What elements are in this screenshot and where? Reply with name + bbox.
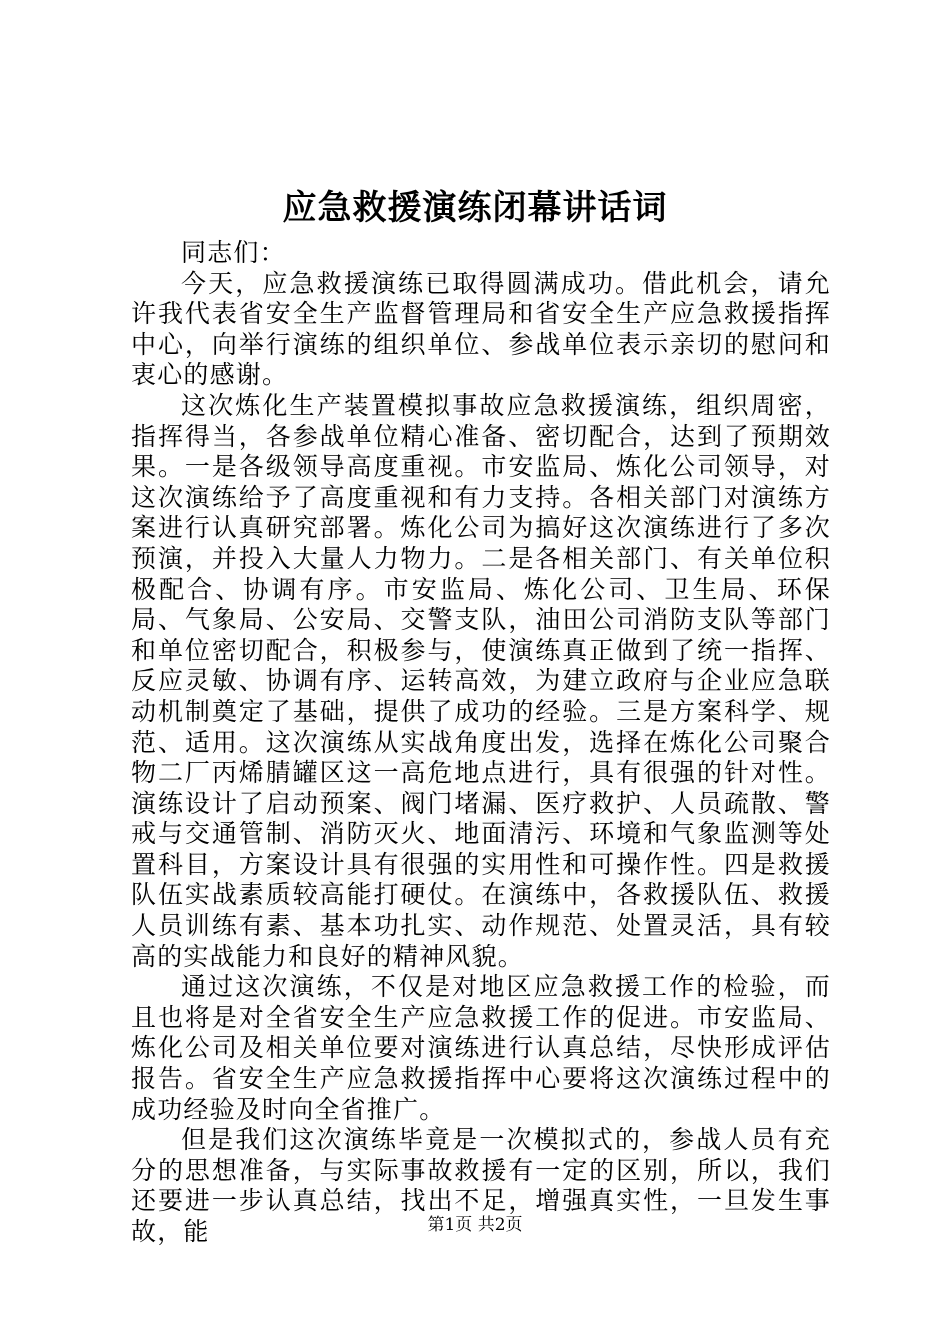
paragraph-4: 但是我们这次演练毕竟是一次模拟式的，参战人员有充分的思想准备，与实际事故救援有一定的区别，所以，我们还要进一步认真总结，找出不足，增强真实性，一旦发生事故，能 bbox=[131, 1125, 831, 1246]
paragraph-3: 通过这次演练，不仅是对地区应急救援工作的检验，而且也将是对全省安全生产应急救援工作的促进。市安监局、炼化公司及相关单位要对演练进行认真总结，尽快形成评估报告。省安全生产应急救援指挥中心要将这次演练过程中的成功经验及时向全省推广。 bbox=[131, 972, 831, 1124]
paragraph-2: 这次炼化生产装置模拟事故应急救援演练，组织周密，指挥得当，各参战单位精心准备、密切配合，达到了预期效果。一是各级领导高度重视。市安监局、炼化公司领导，对这次演练给予了高度重视和有力支持。各相关部门对演练方案进行认真研究部署。炼化公司为搞好这次演练进行了多次预演，并投入大量人力物力。二是各相关部门、有关单位积极配合、协调有序。市安监局、炼化公司、卫生局、环保局、气象局、公安局、交警支队，油田公司消防支队等部门和单位密切配合，积极参与，使演练真正做到了统一指挥、反应灵敏、协调有序、运转高效，为建立政府与企业应急联动机制奠定了基础，提供了成功的经验。三是方案科学、规范、适用。这次演练从实战角度出发，选择在炼化公司聚合物二厂丙烯腈罐区这一高危地点进行，具有很强的针对性。演练设计了启动预案、阀门堵漏、医疗救护、人员疏散、警戒与交通管制、消防灭火、地面清污、环境和气象监测等处置科目，方案设计具有很强的实用性和可操作性。四是救援队伍实战素质较高能打硬仗。在演练中，各救援队伍、救援人员训练有素、基本功扎实、动作规范、处置灵活，具有较高的实战能力和良好的精神风貌。 bbox=[131, 390, 831, 971]
salutation: 同志们： bbox=[181, 238, 286, 267]
paragraph-1: 今天，应急救援演练已取得圆满成功。借此机会，请允许我代表省安全生产监督管理局和省安全生产应急救援指挥中心，向举行演练的组织单位、参战单位表示亲切的慰问和衷心的感谢。 bbox=[131, 268, 831, 390]
page-footer: 第1页 共2页 bbox=[427, 1215, 523, 1235]
document-body bbox=[131, 238, 831, 1248]
document-title: 应急救援演练闭幕讲话词 bbox=[282, 188, 668, 228]
